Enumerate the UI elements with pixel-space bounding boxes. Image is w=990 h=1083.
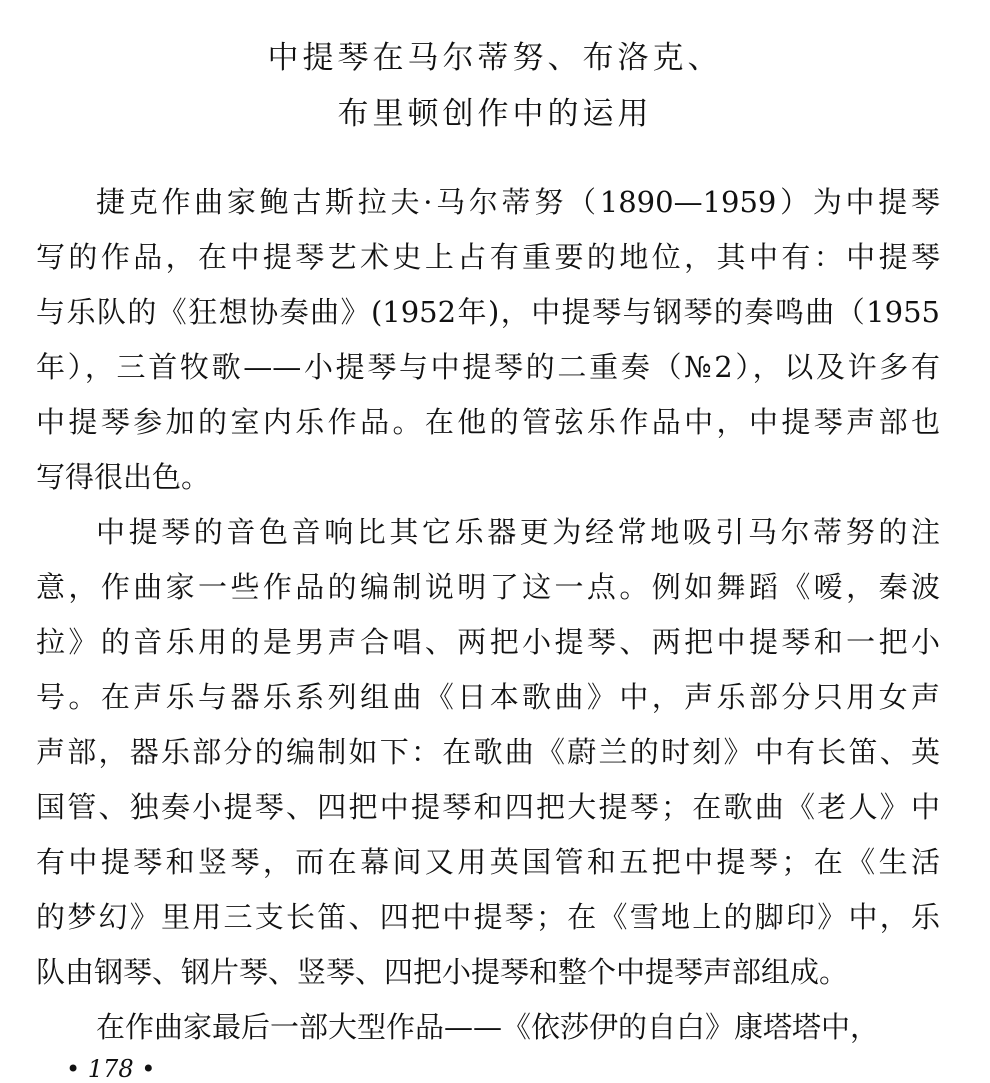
paragraph-2-line-7: 有中提琴和竖琴，而在幕间又用英国管和五把中提琴；在《生活 — [36, 845, 940, 879]
paragraph-1-line-1: 捷克作曲家鲍古斯拉夫·马尔蒂努（1890—1959）为中提琴 — [96, 185, 940, 219]
paragraph-1-line-6: 写得很出色。 — [36, 460, 211, 494]
paragraph-1-line-5: 中提琴参加的室内乐作品。在他的管弦乐作品中，中提琴声部也 — [36, 405, 940, 439]
paragraph-2-line-4: 号。在声乐与器乐系列组曲《日本歌曲》中，声乐部分只用女声 — [36, 680, 940, 714]
paragraph-2-line-2: 意，作曲家一些作品的编制说明了这一点。例如舞蹈《嗳，秦波 — [36, 570, 940, 604]
paragraph-2-line-8: 的梦幻》里用三支长笛、四把中提琴；在《雪地上的脚印》中，乐 — [36, 900, 940, 934]
paragraph-3-line-1: 在作曲家最后一部大型作品——《依莎伊的自白》康塔塔中， — [96, 1010, 880, 1044]
paragraph-2-line-3: 拉》的音乐用的是男声合唱、两把小提琴、两把中提琴和一把小 — [36, 625, 940, 659]
paragraph-1-line-2: 写的作品，在中提琴艺术史上占有重要的地位，其中有：中提琴 — [36, 240, 940, 274]
paragraph-2-line-6: 国管、独奏小提琴、四把中提琴和四把大提琴；在歌曲《老人》中 — [36, 790, 940, 824]
paragraph-2-line-5: 声部，器乐部分的编制如下：在歌曲《蔚兰的时刻》中有长笛、英 — [36, 735, 940, 769]
paragraph-1-line-3: 与乐队的《狂想协奏曲》(1952年)，中提琴与钢琴的奏鸣曲（1955 — [36, 295, 940, 329]
paragraph-2-line-9: 队由钢琴、钢片琴、竖琴、四把小提琴和整个中提琴声部组成。 — [36, 955, 849, 989]
title-line-2: 布里顿创作中的运用 — [337, 96, 653, 132]
paragraph-2-line-1: 中提琴的音色音响比其它乐器更为经常地吸引马尔蒂努的注 — [96, 515, 940, 549]
title-line-1: 中提琴在马尔蒂努、布洛克、 — [267, 40, 723, 76]
page-number: • 178 • — [66, 1055, 156, 1083]
paragraph-1-line-4: 年），三首牧歌——小提琴与中提琴的二重奏（№2），以及许多有 — [36, 350, 940, 384]
